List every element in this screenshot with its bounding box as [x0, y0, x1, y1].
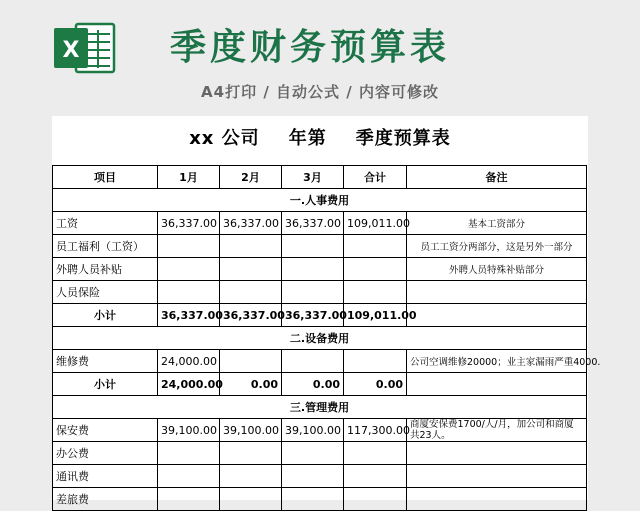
- cell-total[interactable]: [344, 350, 407, 373]
- cell-m2[interactable]: [220, 258, 282, 281]
- cell-m1[interactable]: 36,337.00: [158, 304, 220, 327]
- section-title[interactable]: 一.人事费用: [53, 189, 587, 212]
- column-header: 1月: [158, 166, 220, 189]
- cell-m3[interactable]: [282, 442, 344, 465]
- subtotal-label[interactable]: 小计: [53, 373, 158, 396]
- budget-table: [52, 165, 601, 511]
- cell-total[interactable]: [344, 442, 407, 465]
- cell-m3[interactable]: [282, 350, 344, 373]
- cell-m1[interactable]: 39,100.00: [158, 419, 220, 442]
- cell-note[interactable]: 商厦安保费1700/人/月，加公司和商厦共23人。: [407, 419, 587, 442]
- table-row: [53, 281, 587, 304]
- cell-total[interactable]: [344, 465, 407, 488]
- cell-m2[interactable]: [220, 442, 282, 465]
- cell-note[interactable]: 基本工资部分: [407, 212, 587, 235]
- table-row: [53, 350, 587, 373]
- cell-m3[interactable]: [282, 235, 344, 258]
- cell-m3[interactable]: 39,100.00: [282, 419, 344, 442]
- cell-m1[interactable]: [158, 281, 220, 304]
- cell-note[interactable]: [407, 465, 587, 488]
- cell-item[interactable]: 办公费: [53, 442, 158, 465]
- excel-icon: [52, 20, 116, 76]
- cell-note[interactable]: [407, 304, 587, 327]
- cell-m1[interactable]: [158, 488, 220, 511]
- cell-total[interactable]: [344, 281, 407, 304]
- table-row: [53, 419, 587, 442]
- cell-m1[interactable]: [158, 258, 220, 281]
- cell-m1[interactable]: [158, 465, 220, 488]
- cell-m2[interactable]: 0.00: [220, 373, 282, 396]
- section-row: [53, 327, 587, 350]
- section-title[interactable]: 三.管理费用: [53, 396, 587, 419]
- table-row: [53, 235, 587, 258]
- cell-m1[interactable]: 24,000.00: [158, 373, 220, 396]
- spreadsheet: [52, 116, 601, 506]
- table-header-row: [53, 166, 587, 189]
- cell-m2[interactable]: [220, 235, 282, 258]
- section-row: [53, 396, 587, 419]
- cell-m2[interactable]: 36,337.00: [220, 212, 282, 235]
- column-header: 3月: [282, 166, 344, 189]
- section-title[interactable]: 二.设备费用: [53, 327, 587, 350]
- cell-m2[interactable]: [220, 488, 282, 511]
- cell-m2[interactable]: 39,100.00: [220, 419, 282, 442]
- column-header: 备注: [407, 166, 587, 189]
- cell-m1[interactable]: [158, 442, 220, 465]
- cell-item[interactable]: 保安费: [53, 419, 158, 442]
- cell-m1[interactable]: 36,337.00: [158, 212, 220, 235]
- cell-note[interactable]: 公司空调维修20000；业主家漏雨严重4000.: [407, 350, 587, 373]
- cell-m3[interactable]: 36,337.00: [282, 304, 344, 327]
- cell-m2[interactable]: 36,337.00: [220, 304, 282, 327]
- page-header: [0, 0, 640, 116]
- cell-total[interactable]: 0.00: [344, 373, 407, 396]
- cell-m1[interactable]: 24,000.00: [158, 350, 220, 373]
- table-row: [53, 212, 587, 235]
- cell-item[interactable]: 差旅费: [53, 488, 158, 511]
- page-subtitle: A4打印 / 自动公式 / 内容可修改: [201, 83, 439, 101]
- table-row: [53, 442, 587, 465]
- cell-item[interactable]: 员工福利（工资）: [53, 235, 158, 258]
- cell-note[interactable]: [407, 488, 587, 511]
- cell-total[interactable]: [344, 258, 407, 281]
- page-title: 季度财务预算表: [170, 27, 451, 68]
- column-header: 项目: [53, 166, 158, 189]
- cell-item[interactable]: 通讯费: [53, 465, 158, 488]
- cell-m2[interactable]: [220, 281, 282, 304]
- cell-item[interactable]: 维修费: [53, 350, 158, 373]
- svg-text:X: X: [62, 38, 80, 63]
- table-row: [53, 465, 587, 488]
- cell-m3[interactable]: 36,337.00: [282, 212, 344, 235]
- cell-total[interactable]: 109,011.00: [344, 212, 407, 235]
- cell-total[interactable]: [344, 488, 407, 511]
- sheet-title: xx 公司 年第 季度预算表: [189, 128, 451, 149]
- cell-m3[interactable]: [282, 258, 344, 281]
- section-row: [53, 189, 587, 212]
- subtotal-label[interactable]: 小计: [53, 304, 158, 327]
- cell-m3[interactable]: [282, 465, 344, 488]
- cell-item[interactable]: 人员保险: [53, 281, 158, 304]
- cell-item[interactable]: 工资: [53, 212, 158, 235]
- cell-m3[interactable]: 0.00: [282, 373, 344, 396]
- column-header: 2月: [220, 166, 282, 189]
- subtotal-row: [53, 373, 587, 396]
- cell-total[interactable]: [344, 235, 407, 258]
- cell-total[interactable]: 117,300.00: [344, 419, 407, 442]
- cell-note[interactable]: [407, 373, 587, 396]
- subtotal-row: [53, 304, 587, 327]
- cell-total[interactable]: 109,011.00: [344, 304, 407, 327]
- cell-m3[interactable]: [282, 488, 344, 511]
- cell-m3[interactable]: [282, 281, 344, 304]
- cell-note[interactable]: [407, 442, 587, 465]
- cell-item[interactable]: 外聘人员补贴: [53, 258, 158, 281]
- cell-m2[interactable]: [220, 465, 282, 488]
- cell-m2[interactable]: [220, 350, 282, 373]
- column-header: 合计: [344, 166, 407, 189]
- cell-note[interactable]: [407, 281, 587, 304]
- table-row: [53, 258, 587, 281]
- cell-note[interactable]: 外聘人员特殊补贴部分: [407, 258, 587, 281]
- cell-note[interactable]: 员工工资分两部分，这是另外一部分: [407, 235, 587, 258]
- cell-m1[interactable]: [158, 235, 220, 258]
- table-row: [53, 488, 587, 511]
